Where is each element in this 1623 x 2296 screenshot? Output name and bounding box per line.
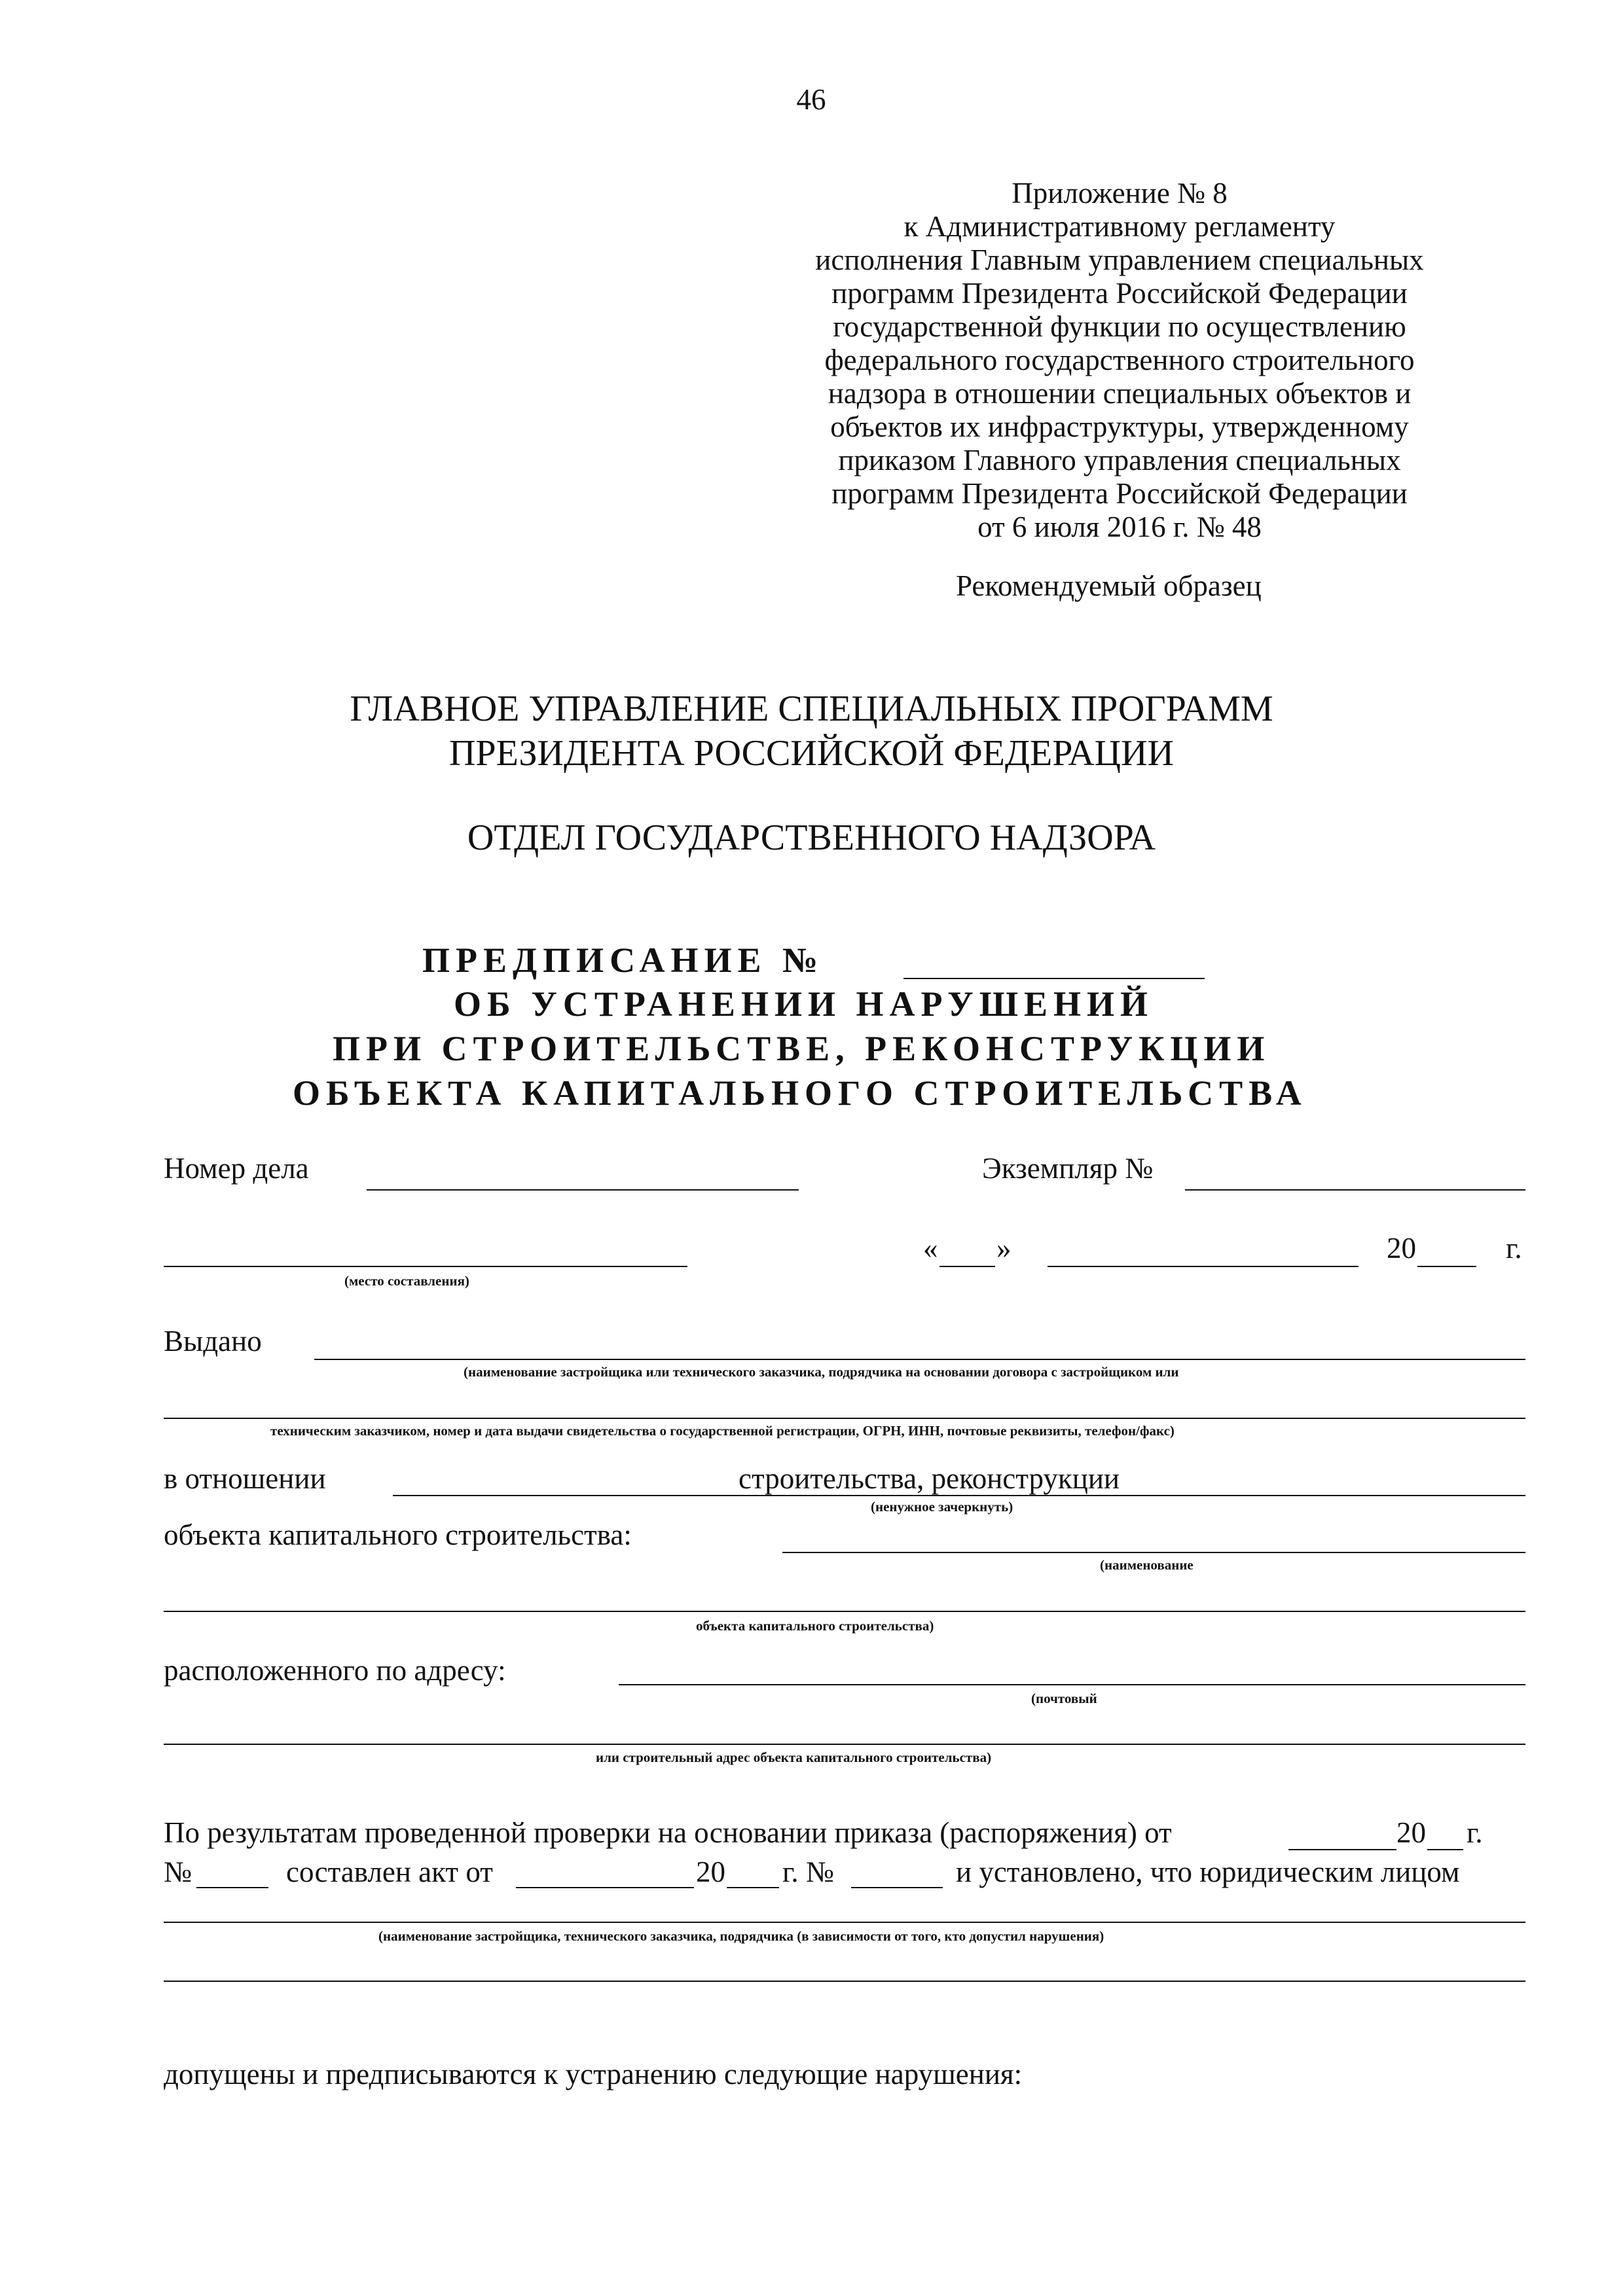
place-field[interactable] [164,1266,687,1267]
appendix-line: Приложение № 8 [1012,177,1228,209]
organization-line-1: ГЛАВНОЕ УПРАВЛЕНИЕ СПЕЦИАЛЬНЫХ ПРОГРАММ [350,689,1273,729]
page-number: 46 [796,83,826,116]
act-number-field[interactable] [851,1887,943,1888]
title-number-field[interactable] [903,978,1205,979]
appendix-line: объектов их инфраструктуры, утвержденному [830,410,1409,443]
established-text: и установлено, что юридическим лицом [956,1856,1460,1888]
issued-caption-1: (наименование застройщика или технического заказчика, подрядчика на основании договора с застройщиком или [464,1364,1179,1380]
order-year-suffix: г. [1467,1816,1483,1849]
appendix-line: от 6 июля 2016 г. № 48 [977,511,1262,543]
regarding-field[interactable] [393,1495,1525,1496]
object-caption-2: объекта капитального строительства) [696,1618,934,1634]
appendix-line: федерального государственного строительного [824,344,1415,376]
object-field-2[interactable] [164,1611,1525,1612]
appendix-line: надзора в отношении специальных объектов и [828,377,1412,410]
appendix-line: государственной функции по осуществлению [833,310,1406,343]
title-number-sign: № [782,941,824,980]
act-year-prefix: 20 [696,1856,725,1888]
department-name: ОТДЕЛ ГОСУДАРСТВЕННОГО НАДЗОРА [467,817,1156,858]
order-date-field[interactable] [1288,1849,1396,1850]
address-caption-2: или строительный адрес объекта капитального строительства) [596,1749,992,1765]
address-label: расположенного по адресу: [164,1654,506,1687]
issued-field[interactable] [314,1359,1525,1360]
act-number-label: г. № [782,1856,834,1888]
regarding-value: строительства, реконструкции [739,1462,1120,1495]
order-number-field[interactable] [196,1887,268,1888]
copy-number-label: Экземпляр № [982,1152,1154,1185]
title-line-1: ПРЕДПИСАНИЕ [422,941,767,980]
place-caption: (место составления) [344,1273,469,1289]
case-number-field[interactable] [367,1189,799,1191]
issued-caption-2: техническим заказчиком, номер и дата выдачи свидетельства о государственной регистрации, ОГРН, ИНН, почтовые реквизиты, телефон/факс) [270,1423,1175,1439]
date-year-field[interactable] [1417,1266,1476,1267]
violator-field[interactable] [164,1922,1525,1923]
appendix-line: программ Президента Российской Федерации [831,477,1408,510]
organization-line-2: ПРЕЗИДЕНТА РОССИЙСКОЙ ФЕДЕРАЦИИ [448,733,1174,774]
appendix-line: приказом Главного управления специальных [838,444,1401,476]
order-year-field[interactable] [1427,1849,1463,1850]
issued-field-2[interactable] [164,1418,1525,1419]
regarding-caption: (ненужное зачеркнуть) [871,1499,1013,1515]
copy-number-field[interactable] [1185,1189,1525,1191]
object-field[interactable] [782,1552,1525,1553]
appendix-block [786,177,1453,544]
act-date-field[interactable] [516,1887,694,1888]
violator-caption: (наименование застройщика, технического заказчика, подрядчика (в зависимости от того, кто допустил нарушения) [378,1928,1104,1944]
date-year-suffix: г. [1506,1232,1522,1265]
appendix-line: к Административному регламенту [903,210,1336,243]
date-month-field[interactable] [1048,1266,1359,1267]
regarding-label: в отношении [164,1462,326,1495]
title-line-3: ПРИ СТРОИТЕЛЬСТВЕ, РЕКОНСТРУКЦИИ [333,1029,1271,1068]
violator-field-2[interactable] [164,1981,1525,1982]
appendix-line: программ Президента Российской Федерации [831,277,1408,310]
address-field-2[interactable] [164,1744,1525,1745]
title-line-2: ОБ УСТРАНЕНИИ НАРУШЕНИЙ [454,984,1154,1024]
order-number-sign: № [164,1856,192,1888]
issued-label: Выдано [164,1325,262,1357]
violations-intro: допущены и предписываются к устранению следующие нарушения: [164,2058,1023,2090]
appendix-line: исполнения Главным управлением специальных [815,243,1424,276]
results-text: По результатам проведенной проверки на основании приказа (распоряжения) от [164,1816,1172,1849]
act-label: составлен акт от [286,1856,493,1888]
object-label: объекта капитального строительства: [164,1518,632,1551]
sample-label: Рекомендуемый образец [956,569,1262,602]
case-number-label: Номер дела [164,1152,309,1185]
date-quote-open: « [923,1232,938,1265]
act-year-field[interactable] [727,1887,779,1888]
object-caption-1: (наименование [1100,1557,1194,1573]
address-field[interactable] [619,1684,1525,1685]
date-day-field[interactable] [939,1266,995,1267]
order-year-prefix: 20 [1396,1816,1426,1849]
date-quote-close: » [996,1232,1012,1265]
address-caption-1: (почтовый [1031,1691,1097,1706]
date-year-prefix: 20 [1387,1232,1416,1265]
title-line-4: ОБЪЕКТА КАПИТАЛЬНОГО СТРОИТЕЛЬСТВА [293,1073,1307,1113]
